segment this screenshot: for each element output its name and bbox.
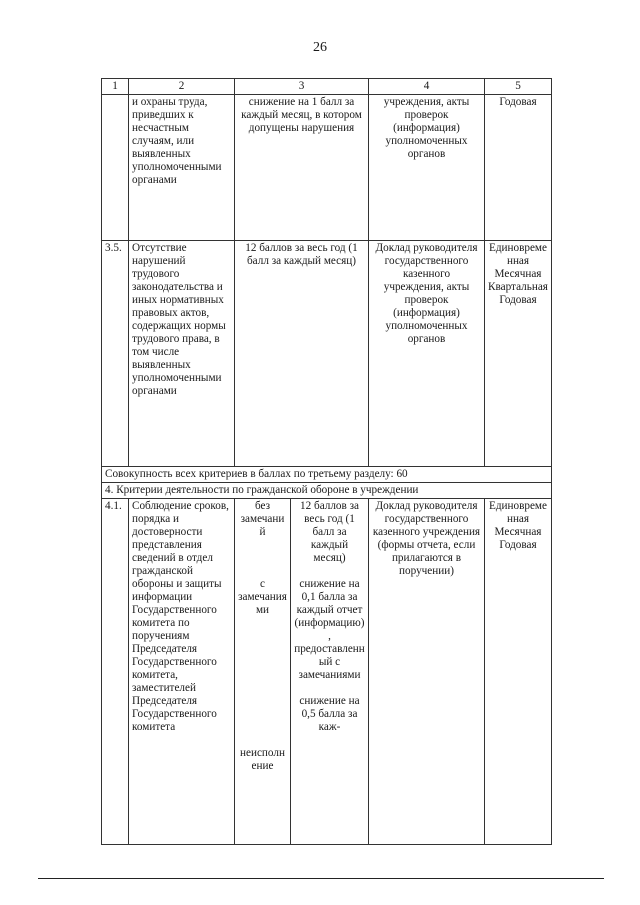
criteria-table <box>101 78 552 845</box>
cell-criterion: Соблюдение сроков, порядка и достоверности представления сведений в отдел гражданской обороны и защиты информации Государственного комитета по поручениям Председателя Государственного комитета, заместителей Председателя Государственного комитета <box>129 499 235 845</box>
column-header: 2 <box>129 79 235 95</box>
table-row <box>102 499 552 845</box>
cell-periodicity: Единовременная Месячная Квартальная Годовая <box>485 241 552 467</box>
table-row-total <box>102 467 552 483</box>
cell-source: Доклад руководителя государственного казенного учреждения, акты проверок (информация) уполномоченных органов <box>369 241 485 467</box>
section-heading: 4. Критерии деятельности по гражданской обороне в учреждении <box>102 483 552 499</box>
footer-divider <box>38 878 604 879</box>
table-row <box>102 95 552 241</box>
cell-source: учреждения, акты проверок (информация) уполномоченных органов <box>369 95 485 241</box>
table-row-section <box>102 483 552 499</box>
cell-condition <box>235 499 291 845</box>
section-total: Совокупность всех критериев в баллах по третьему разделу: 60 <box>102 467 552 483</box>
cell-periodicity: Годовая <box>485 95 552 241</box>
points-reduction-not-executed: снижение на 0,5 балла за каж- <box>299 695 360 733</box>
cell-number: 4.1. <box>102 499 129 845</box>
condition-no-remarks: без замечаний <box>240 500 285 538</box>
cell-criterion: и охраны труда, приведших к несчастным случаям, или выявленных уполномоченными органами <box>129 95 235 241</box>
table-row <box>102 241 552 467</box>
page-number: 26 <box>313 40 327 55</box>
column-header: 4 <box>369 79 485 95</box>
table-header-row <box>102 79 552 95</box>
cell-points: 12 баллов за весь год (1 балл за каждый месяц) <box>235 241 369 467</box>
condition-with-remarks: с замечаниями <box>238 578 287 616</box>
cell-periodicity: Единовременная Месячная Годовая <box>485 499 552 845</box>
cell-number: 3.5. <box>102 241 129 467</box>
column-header: 1 <box>102 79 129 95</box>
condition-not-executed: неисполнение <box>240 747 285 772</box>
cell-points <box>291 499 369 845</box>
cell-source: Доклад руководителя государственного казенного учреждения (формы отчета, если прилагаются в поручении) <box>369 499 485 845</box>
column-header: 5 <box>485 79 552 95</box>
points-reduction-remarks: снижение на 0,1 балла за каждый отчет (информацию), предоставленный с замечаниями <box>294 578 365 681</box>
points-full-year: 12 баллов за весь год (1 балл за каждый месяц) <box>300 500 359 564</box>
cell-number <box>102 95 129 241</box>
cell-criterion: Отсутствие нарушений трудового законодательства и иных нормативных правовых актов, содержащих нормы трудового права, в том числе выявленных уполномоченными органами <box>129 241 235 467</box>
column-header: 3 <box>235 79 369 95</box>
cell-points: снижение на 1 балл за каждый месяц, в котором допущены нарушения <box>235 95 369 241</box>
